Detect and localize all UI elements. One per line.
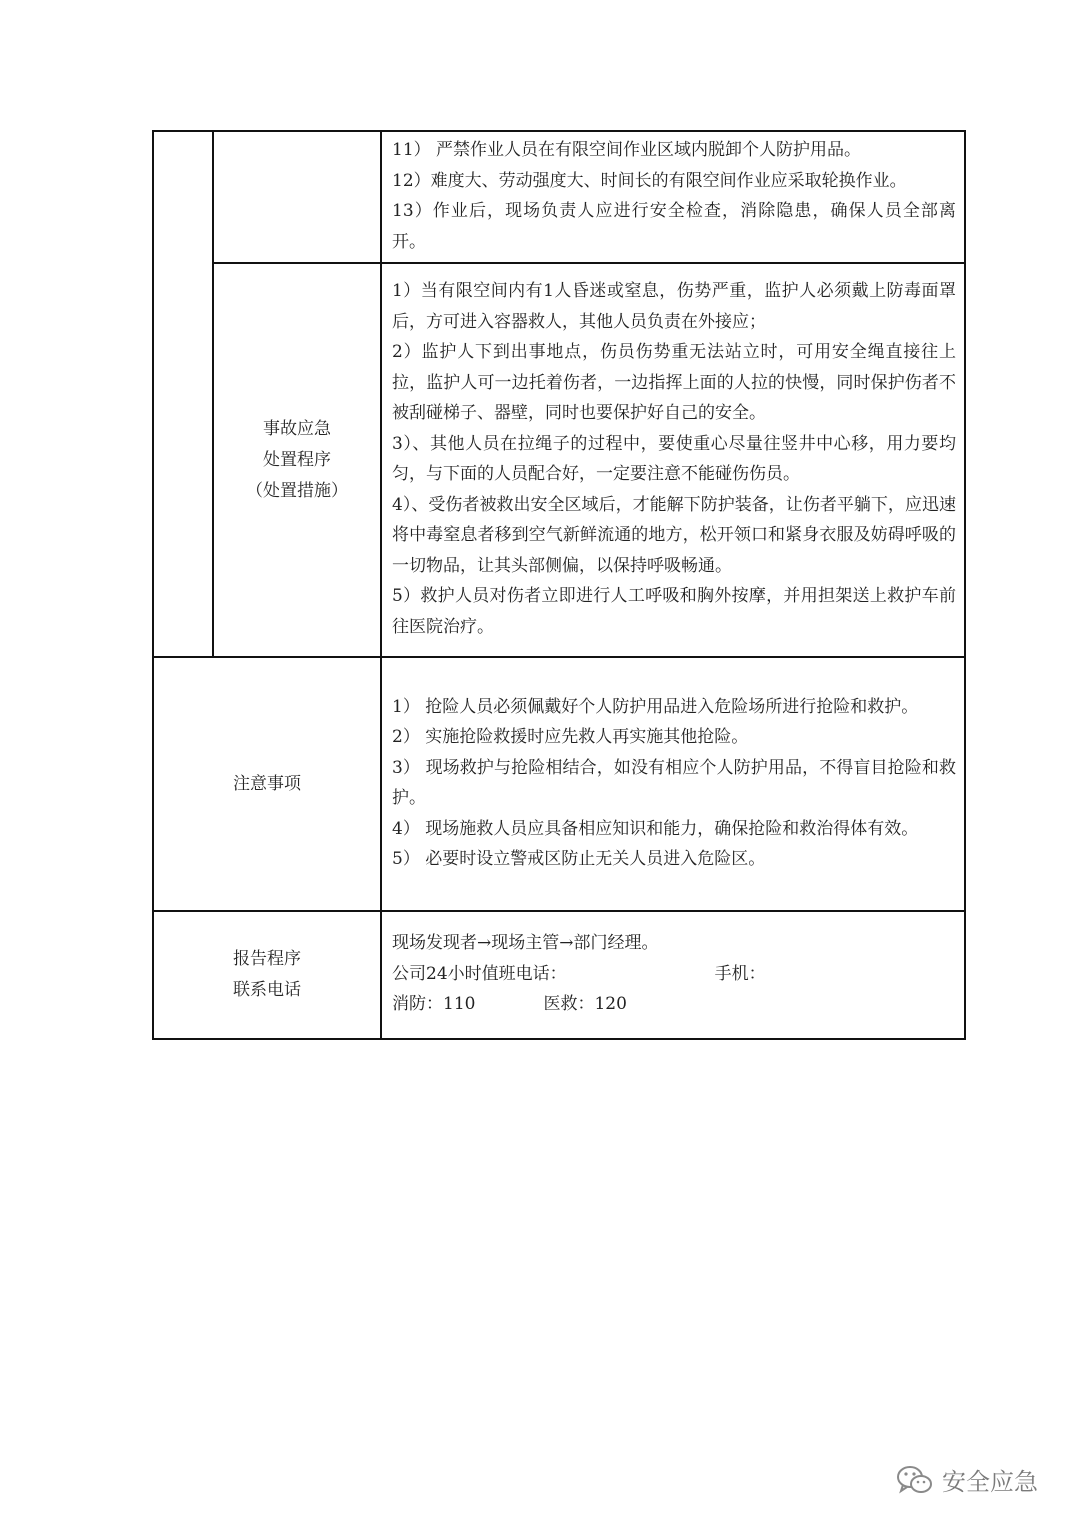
report-label-cell — [153, 911, 381, 1039]
notes-content-cell — [381, 657, 965, 911]
empty-cell-label — [213, 131, 381, 263]
list-item: 4）、受伤者被救出安全区域后，才能解下防护装备，让伤者平躺下，应迅速将中毒窒息者移到空气新鲜流通的地方，松开领口和紧身衣服及妨碍呼吸的一切物品，让其头部侧偏，以保持呼吸畅通。 — [392, 494, 956, 576]
medical-number: 医救：120 — [543, 994, 627, 1015]
measures-cell — [381, 131, 965, 263]
report-phone-line — [392, 959, 956, 990]
duty-phone-label: 公司24小时值班电话： — [392, 963, 567, 984]
list-item: 4） 现场施救人员应具备相应知识和能力，确保抢险和救治得体有效。 — [392, 818, 919, 839]
list-item: 5）救护人员对伤者立即进行人工呼吸和胸外按摩，并用担架送上救护车前往医院治疗。 — [392, 586, 956, 637]
table-row — [153, 657, 965, 911]
list-item: 2）监护人下到出事地点，伤员伤势重无法站立时，可用安全绳直接往上拉，监护人可一边托着伤者，一边指挥上面的人拉的快慢，同时保护伤者不被刮碰梯子、器壁，同时也要保护好自己的安全。 — [392, 342, 956, 423]
procedure-label-cell — [213, 263, 381, 657]
empty-cell-outer — [153, 131, 213, 657]
report-emergency-line — [392, 989, 956, 1020]
list-item: 1）当有限空间内有1人昏迷或窒息，伤势严重，监护人必须戴上防毒面罩后，方可进入容器救人，其他人员负责在外接应； — [392, 281, 956, 332]
emergency-plan-table — [152, 130, 966, 1040]
report-content-cell — [381, 911, 965, 1039]
list-item: 13）作业后，现场负责人应进行安全检查，消除隐患，确保人员全部离开。 — [392, 201, 956, 252]
report-label-line: 报告程序 — [233, 949, 301, 969]
fire-number: 消防：110 — [392, 994, 476, 1015]
watermark — [896, 1462, 1038, 1497]
list-item: 11） 严禁作业人员在有限空间作业区域内脱卸个人防护用品。 — [392, 140, 862, 160]
table-row — [153, 131, 965, 263]
watermark-text: 安全应急 — [942, 1468, 1038, 1496]
procedure-label-line: （处置措施） — [246, 480, 348, 501]
list-item: 3）、其他人员在拉绳子的过程中，要使重心尽量往竖井中心移，用力要均匀，与下面的人员配合好，一定要注意不能碰伤伤员。 — [392, 433, 956, 484]
list-item: 2） 实施抢险救援时应先救人再实施其他抢险。 — [392, 727, 749, 747]
notes-label: 注意事项 — [233, 773, 301, 794]
list-item: 5） 必要时设立警戒区防止无关人员进入危险区。 — [392, 849, 766, 869]
procedure-label-line: 处置程序 — [263, 449, 331, 470]
table-row — [153, 911, 965, 1039]
report-flow: 现场发现者→现场主管→部门经理。 — [392, 933, 659, 954]
mobile-label: 手机： — [714, 963, 766, 984]
procedure-label-line: 事故应急 — [263, 418, 331, 439]
procedure-content-cell — [381, 263, 965, 657]
report-label-line: 联系电话 — [233, 980, 301, 1000]
wechat-icon — [896, 1464, 934, 1496]
list-item: 1） 抢险人员必须佩戴好个人防护用品进入危险场所进行抢险和救护。 — [392, 696, 919, 717]
list-item: 12）难度大、劳动强度大、时间长的有限空间作业应采取轮换作业。 — [392, 170, 907, 191]
list-item: 3） 现场救护与抢险相结合，如没有相应个人防护用品，不得盲目抢险和救护。 — [392, 757, 956, 808]
notes-label-cell — [153, 657, 381, 911]
table-row — [153, 263, 965, 657]
